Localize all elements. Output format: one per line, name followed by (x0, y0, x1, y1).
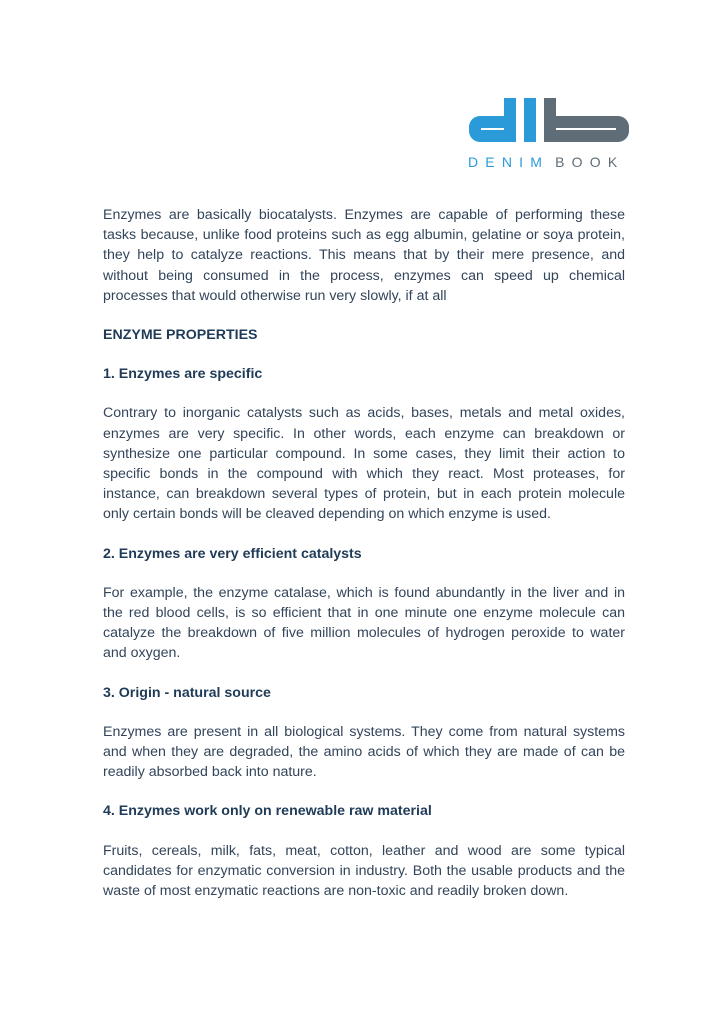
property-heading: 4. Enzymes work only on renewable raw material (103, 803, 432, 820)
denim-book-logo (468, 96, 630, 176)
property-body: Contrary to inorganic catalysts such as acids, bases, metals and metal oxides, enzymes are very specific. In other words, each enzyme can breakdown or synthesize one particular compound. In some cases, they limit their action to specific bonds in the compound with which they react. Most proteases, for instance, can breakdown several types of protein, but in each protein molecule only certain bonds will be cleaved depending on which enzyme is used. (103, 405, 625, 523)
document-body (103, 205, 625, 920)
property-body: Enzymes are present in all biological systems. They come from natural systems and when they are degraded, the amino acids of which they are made of can be readily absorbed back into nature. (103, 723, 625, 781)
intro-paragraph: Enzymes are basically biocatalysts. Enzymes are capable of performing these tasks because, unlike food proteins such as egg albumin, gelatine or soya protein, they help to catalyze reactions. This means that by their mere presence, and without being consumed in the process, enzymes can speed up chemical processes that would otherwise run very slowly, if at all (103, 207, 625, 304)
property-heading: 1. Enzymes are specific (103, 366, 263, 383)
logo-wordmark (468, 154, 630, 170)
property-body: Fruits, cereals, milk, fats, meat, cotton, leather and wood are some typical candidates for enzymatic conversion in industry. Both the usable products and the waste of most enzymatic reactions are non-toxic and readily broken down. (103, 842, 625, 900)
logo-word-book: BOOK (555, 154, 625, 170)
db-logo-mark-icon (468, 96, 630, 152)
property-heading: 3. Origin - natural source (103, 684, 271, 701)
property-heading: 2. Enzymes are very efficient catalysts (103, 545, 362, 562)
section-title: ENZYME PROPERTIES (103, 327, 258, 344)
property-body: For example, the enzyme catalase, which is found abundantly in the liver and in the red blood cells, is so efficient that in one minute one enzyme molecule can catalyze the breakdown of five million molecules of hydrogen peroxide to water and oxygen. (103, 584, 625, 662)
logo-word-denim: DENIM (468, 154, 550, 170)
